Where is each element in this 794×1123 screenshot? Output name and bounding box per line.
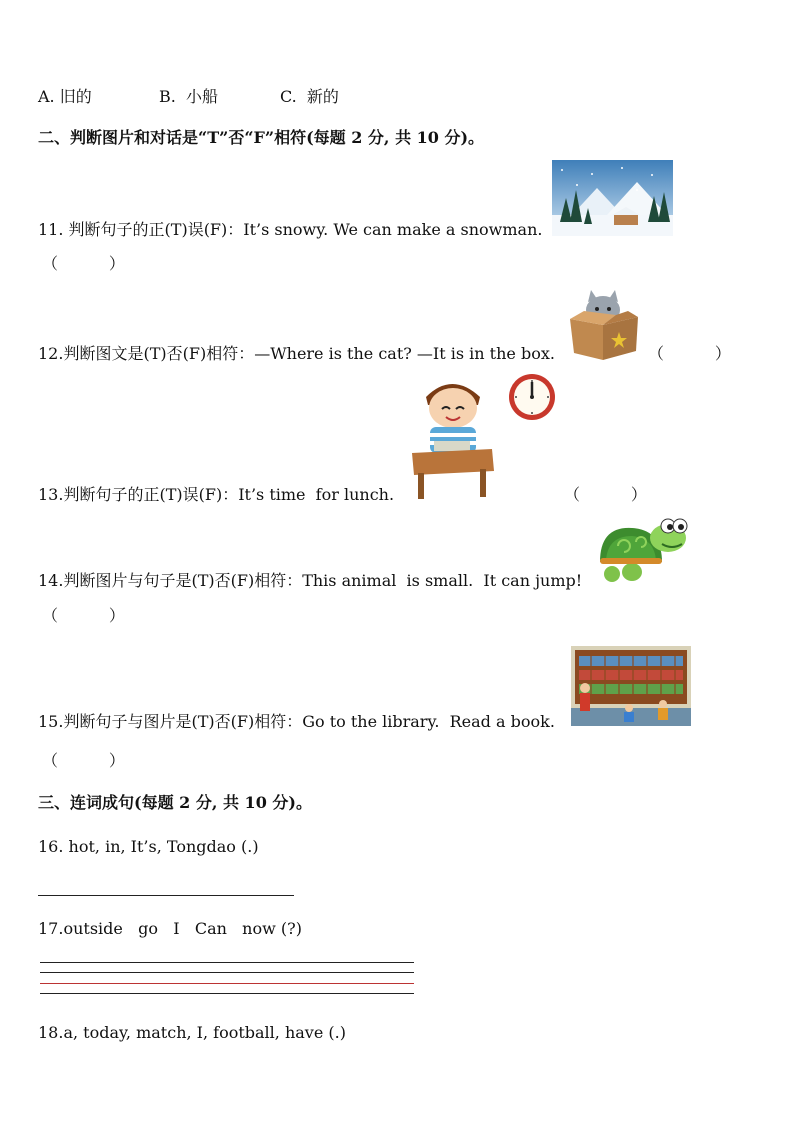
answer-blank-14[interactable]: （ ）: [42, 606, 125, 625]
answer-blank-11[interactable]: （ ）: [42, 254, 125, 273]
choice-c: C. 新的: [280, 87, 339, 106]
question-15: 15.判断句子与图片是(T)否(F)相符：Go to the library. Read a book.: [38, 712, 555, 731]
question-13: 13.判断句子的正(T)误(F)：It’s time for lunch.: [38, 485, 395, 504]
choice-a: A. 旧的: [38, 87, 92, 106]
cat-in-box-picture: [566, 285, 641, 360]
question-17: 17.outside go I Can now (?): [38, 919, 302, 938]
section-2-heading: 二、判断图片和对话是“T”否“F”相符(每题 2 分, 共 10 分)。: [38, 128, 485, 147]
snow-scene-picture: [552, 160, 673, 236]
answer-blank-12[interactable]: （ ）: [648, 344, 731, 363]
question-14: 14.判断图片与句子是(T)否(F)相符：This animal is small. It can jump!: [38, 571, 583, 590]
writing-line: [40, 972, 414, 973]
answer-blank-15[interactable]: （ ）: [42, 751, 125, 770]
library-picture: [571, 646, 691, 726]
section-3-heading: 三、连词成句(每题 2 分, 共 10 分)。: [38, 793, 312, 812]
question-12: 12.判断图文是(T)否(F)相符：—Where is the cat? —It is in the box.: [38, 344, 555, 363]
question-16: 16. hot, in, It’s, Tongdao (.): [38, 837, 259, 856]
writing-line: [40, 993, 414, 994]
answer-blank-13[interactable]: （ ）: [564, 485, 647, 504]
question-11: 11. 判断句子的正(T)误(F)：It’s snowy. We can make a snowman.: [38, 220, 543, 239]
turtle-picture: [596, 516, 688, 588]
question-18: 18.a, today, match, I, football, have (.): [38, 1023, 346, 1042]
clock-icon: [508, 373, 556, 421]
answer-line-16[interactable]: [38, 895, 294, 896]
writing-line: [40, 983, 414, 984]
choice-b: B. 小船: [159, 87, 219, 106]
writing-line: [40, 962, 414, 963]
boy-eating-picture: [408, 375, 496, 502]
